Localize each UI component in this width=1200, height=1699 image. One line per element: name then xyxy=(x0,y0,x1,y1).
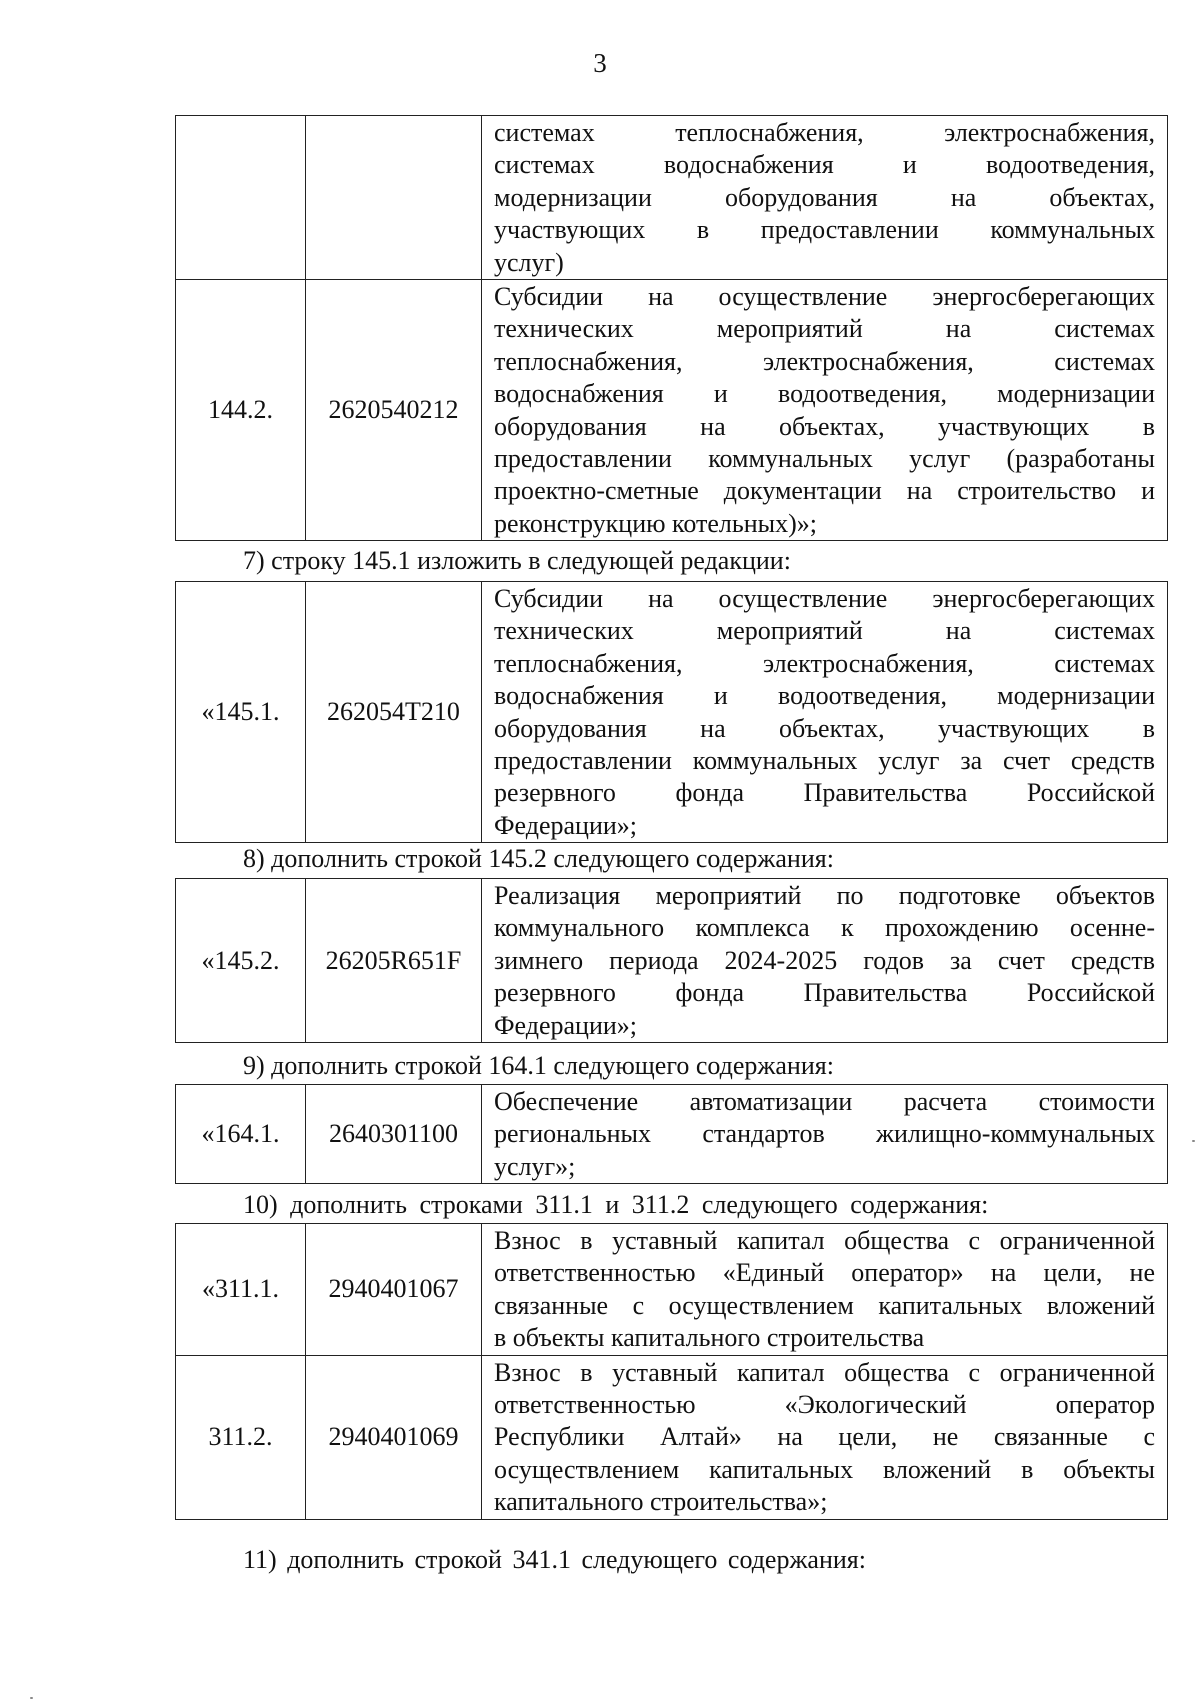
description-line: региональных стандартов жилищно-коммунальных xyxy=(494,1119,1155,1149)
description-line: теплоснабжения, электроснабжения, системах xyxy=(494,346,1155,376)
description-cell xyxy=(482,1224,1168,1356)
table-rows-311 xyxy=(175,1223,1168,1520)
budget-code-cell: 262054Т210 xyxy=(306,582,482,843)
description-cell xyxy=(482,280,1168,541)
description-line: водоснабжения и водоотведения, модернизации xyxy=(494,379,1155,409)
description-line: осуществлением капитальных вложений в объекты xyxy=(494,1454,1155,1484)
table-row xyxy=(176,1224,1168,1356)
row-number-cell: «145.1. xyxy=(176,582,306,843)
description-cell xyxy=(482,879,1168,1043)
budget-code-cell: 2940401067 xyxy=(306,1224,482,1356)
table-row-145-2 xyxy=(175,878,1168,1043)
description-cell xyxy=(482,1355,1168,1519)
description-line: водоснабжения и водоотведения, модернизации xyxy=(494,681,1155,711)
description-line: оборудования на объектах, участвующих в xyxy=(494,411,1155,441)
table-row xyxy=(176,582,1168,843)
table-row xyxy=(176,879,1168,1043)
table-row xyxy=(176,1355,1168,1519)
description-line: Федерации»; xyxy=(494,810,638,840)
instruction-9: 9) дополнить строкой 164.1 следующего содержания: xyxy=(243,1051,834,1080)
page-number: 3 xyxy=(593,48,607,78)
description-line: капитального строительства»; xyxy=(494,1487,828,1517)
table-row xyxy=(176,116,1168,280)
description-line: зимнего периода 2024-2025 годов за счет средств xyxy=(494,945,1155,975)
description-cell xyxy=(482,116,1168,280)
instruction-7: 7) строку 145.1 изложить в следующей редакции: xyxy=(243,546,791,575)
description-line: Республики Алтай» на цели, не связанные с xyxy=(494,1422,1155,1452)
description-line: предоставлении коммунальных услуг за счет средств xyxy=(494,746,1155,776)
instruction-10: 10) дополнить строками 311.1 и 311.2 следующего содержания: xyxy=(243,1190,989,1219)
table-row xyxy=(176,280,1168,541)
description-line: модернизации оборудования на объектах, xyxy=(494,182,1155,212)
description-cell xyxy=(482,582,1168,843)
description-line: оборудования на объектах, участвующих в xyxy=(494,713,1155,743)
description-line: проектно-сметные документации на строительство и xyxy=(494,476,1155,506)
description-line: Взнос в уставный капитал общества с ограниченной xyxy=(494,1226,1155,1255)
row-number-cell: 144.2. xyxy=(176,280,306,541)
description-line: участвующих в предоставлении коммунальных xyxy=(494,215,1155,245)
description-cell xyxy=(482,1085,1168,1184)
description-line: теплоснабжения, электроснабжения, системах xyxy=(494,648,1155,678)
table-row-164-1 xyxy=(175,1084,1168,1184)
description-line: предоставлении коммунальных услуг (разработаны xyxy=(494,444,1155,474)
description-line: коммунального комплекса к прохождению осенне- xyxy=(494,913,1155,943)
row-number-cell: «145.2. xyxy=(176,879,306,1043)
table-row xyxy=(176,1085,1168,1184)
description-line: услуг) xyxy=(494,247,564,277)
description-line: резервного фонда Правительства Российской xyxy=(494,978,1155,1008)
scan-speck xyxy=(1192,1140,1195,1142)
description-line: Субсидии на осуществление энергосберегающих xyxy=(494,584,1155,613)
description-line: ответственностью «Экологический оператор xyxy=(494,1390,1155,1420)
description-line: системах водоснабжения и водоотведения, xyxy=(494,150,1155,180)
description-line: резервного фонда Правительства Российской xyxy=(494,778,1155,808)
description-line: Взнос в уставный капитал общества с ограниченной xyxy=(494,1357,1155,1387)
budget-code-cell: 2620540212 xyxy=(306,280,482,541)
description-line: услуг»; xyxy=(494,1151,576,1181)
row-number-cell: 311.2. xyxy=(176,1355,306,1519)
row-number-cell xyxy=(176,116,306,280)
description-line: технических мероприятий на системах xyxy=(494,616,1155,646)
description-line: в объекты капитального строительства xyxy=(494,1323,925,1353)
description-line: связанные с осуществлением капитальных вложений xyxy=(494,1290,1155,1320)
description-line: Реализация мероприятий по подготовке объектов xyxy=(494,881,1155,910)
description-line: Обеспечение автоматизации расчета стоимости xyxy=(494,1087,1155,1116)
description-line: Федерации»; xyxy=(494,1010,638,1040)
budget-code-cell: 26205R651F xyxy=(306,879,482,1043)
description-line: системах теплоснабжения, электроснабжения, xyxy=(494,118,1155,147)
budget-code-cell: 2640301100 xyxy=(306,1085,482,1184)
table-rows-144 xyxy=(175,115,1168,541)
budget-code-cell xyxy=(306,116,482,280)
instruction-11: 11) дополнить строкой 341.1 следующего содержания: xyxy=(243,1545,866,1574)
row-number-cell: «164.1. xyxy=(176,1085,306,1184)
description-line: технических мероприятий на системах xyxy=(494,314,1155,344)
description-line: Субсидии на осуществление энергосберегающих xyxy=(494,282,1155,312)
table-row-145-1 xyxy=(175,581,1168,843)
budget-code-cell: 2940401069 xyxy=(306,1355,482,1519)
description-line: реконструкцию котельных)»; xyxy=(494,508,817,538)
row-number-cell: «311.1. xyxy=(176,1224,306,1356)
instruction-8: 8) дополнить строкой 145.2 следующего содержания: xyxy=(243,844,834,873)
description-line: ответственностью «Единый оператор» на цели, не xyxy=(494,1258,1155,1288)
